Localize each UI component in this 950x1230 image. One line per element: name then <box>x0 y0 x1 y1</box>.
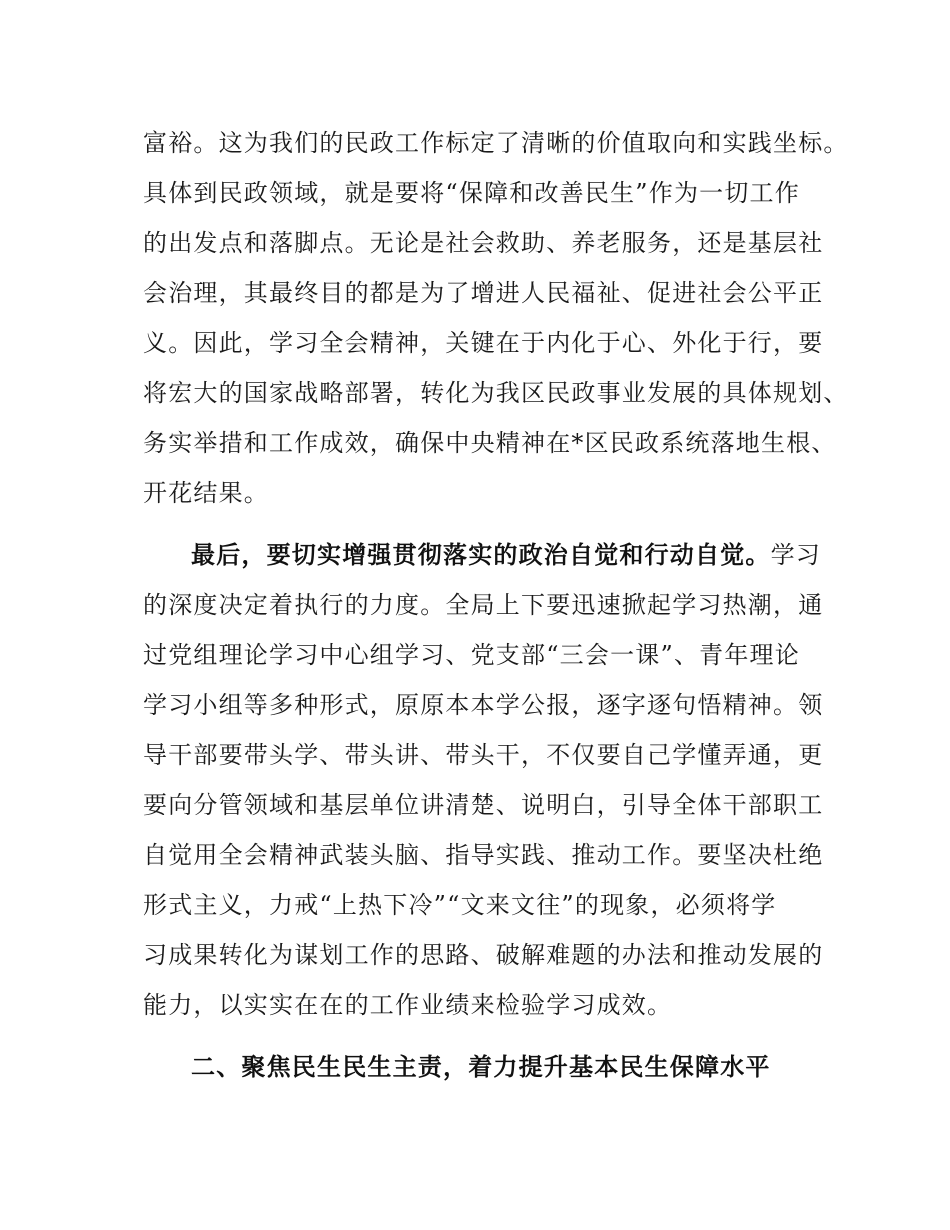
paragraph1-line-5: 义。因此，学习全会精神，关键在于内化于心、外化于行，要 <box>143 329 824 357</box>
paragraph1-line-8: 开花结果。 <box>143 479 269 507</box>
paragraph1-line-3: 的出发点和落脚点。无论是社会救助、养老服务，还是基层社 <box>143 229 824 257</box>
paragraph2-line-4: 学习小组等多种形式，原原本本学公报，逐字逐句悟精神。领 <box>143 691 824 719</box>
paragraph2-line-2: 的深度决定着执行的力度。全局上下要迅速掀起学习热潮，通 <box>143 591 824 619</box>
paragraph1-line-6: 将宏大的国家战略部署，转化为我区民政事业发展的具体规划、 <box>143 379 849 407</box>
paragraph2-lead-rest: 学习 <box>770 541 822 569</box>
paragraph2-line-9: 习成果转化为谋划工作的思路、破解难题的办法和推动发展的 <box>143 941 824 969</box>
paragraph2-line-3: 过党组理论学习中心组学习、党支部“三会一课”、青年理论 <box>143 641 800 669</box>
paragraph2-lead-bold: 最后，要切实增强贯彻落实的政治自觉和行动自觉。 <box>191 541 771 569</box>
paragraph2-line-6: 要向分管领域和基层单位讲清楚、说明白，引导全体干部职工 <box>143 791 824 819</box>
paragraph2-line-10: 能力，以实实在在的工作业绩来检验学习成效。 <box>143 991 673 1019</box>
paragraph2-line-7: 自觉用全会精神武装头脑、指导实践、推动工作。要坚决杜绝 <box>143 841 824 869</box>
paragraph2-first-line <box>191 540 821 570</box>
paragraph1-line-2: 具体到民政领域，就是要将“保障和改善民生”作为一切工作 <box>143 179 800 207</box>
paragraph2-line-8: 形式主义，力戒“上热下冷”“文来文往”的现象，必须将学 <box>143 891 777 919</box>
section-heading: 二、聚焦民生民生主责，着力提升基本民生保障水平 <box>191 1053 771 1081</box>
paragraph1-line-1: 富裕。这为我们的民政工作标定了清晰的价值取向和实践坐标。 <box>143 129 849 157</box>
paragraph2-line-5: 导干部要带头学、带头讲、带头干，不仅要自己学懂弄通，更 <box>143 741 824 769</box>
paragraph1-line-7: 务实举措和工作成效，确保中央精神在*区民政系统落地生根、 <box>143 429 837 457</box>
paragraph1-line-4: 会治理，其最终目的都是为了增进人民福祉、促进社会公平正 <box>143 279 824 307</box>
